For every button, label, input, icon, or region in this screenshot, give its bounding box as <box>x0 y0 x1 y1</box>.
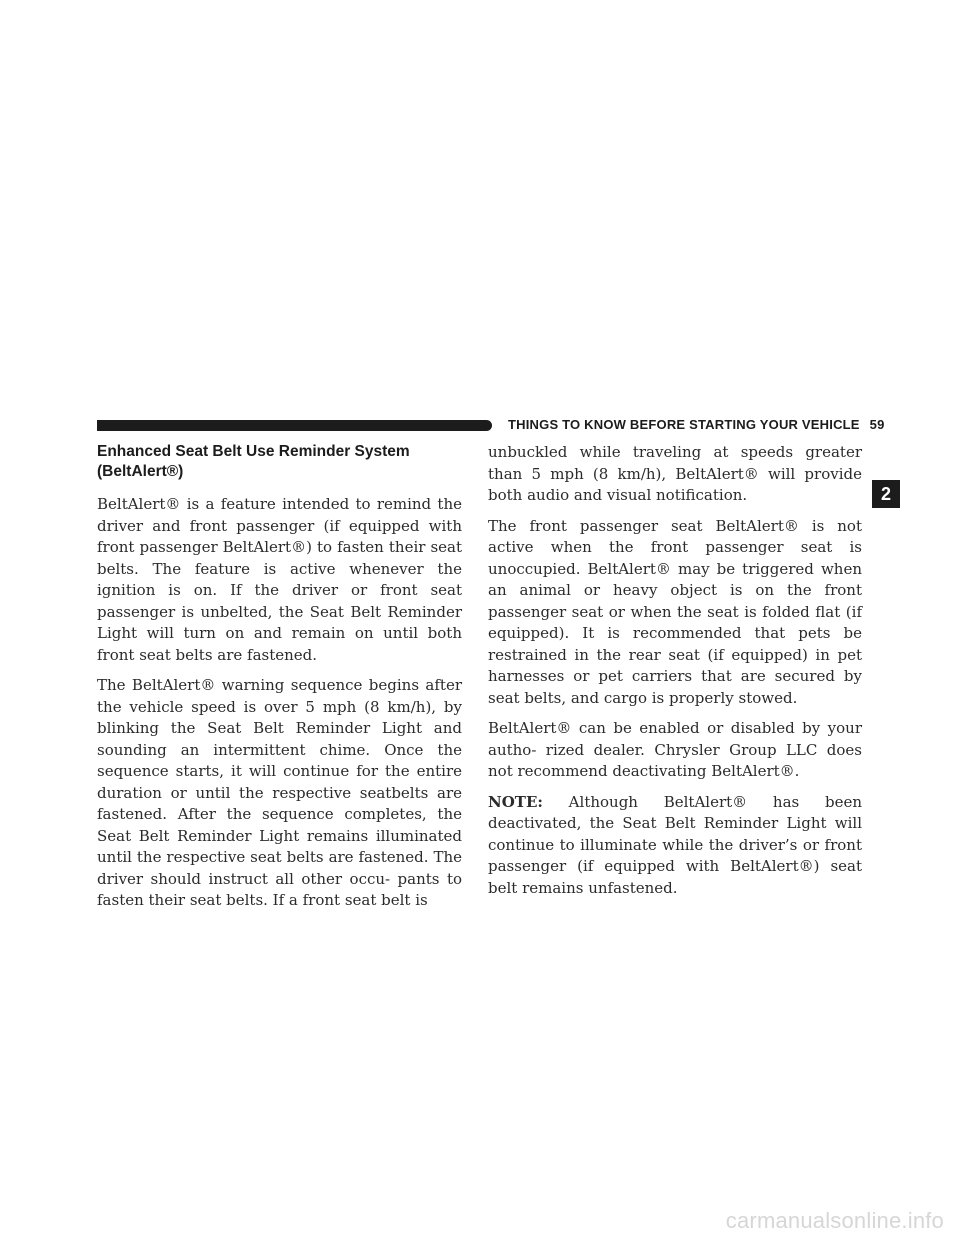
note-label: NOTE: <box>488 792 543 811</box>
note-text: Although BeltAlert® has been deactivated, the Seat Belt Reminder Light will continue to illuminate while the driver’s or front passenger (if equipped with BeltAlert®) seat belt remains unfastened. <box>488 792 862 897</box>
paragraph: BeltAlert® can be enabled or disabled by your autho- rized dealer. Chrysler Group LLC does not recommend deactivating BeltAlert®. <box>488 719 862 780</box>
section-title-line2: (BeltAlert®) <box>97 463 184 480</box>
paragraph: The BeltAlert® warning sequence begins after the vehicle speed is over 5 mph (8 km/h), by blinking the Seat Belt Reminder Light and sounding an intermittent chime. Once the sequence starts, it will continue for the entire duration or until the respective seatbelts are fastened. After the sequence completes, the Seat Belt Reminder Light remains illuminated until the respective seat belts are fastened. The driver should instruct all other occu- pants to fasten their seat belts. If a front seat belt is <box>97 676 462 909</box>
note-paragraph <box>488 792 862 900</box>
watermark: carmanualsonline.info <box>725 1208 944 1233</box>
section-title-line1: Enhanced Seat Belt Use Reminder System <box>97 443 410 460</box>
header-bar <box>97 420 492 431</box>
paragraph: unbuckled while traveling at speeds greater than 5 mph (8 km/h), BeltAlert® will provide both audio and visual notification. <box>488 443 862 504</box>
header-title: THINGS TO KNOW BEFORE STARTING YOUR VEHICLE <box>508 417 860 432</box>
left-column <box>97 438 462 921</box>
running-header <box>508 417 885 432</box>
right-column <box>488 442 862 908</box>
page-number: 59 <box>869 417 885 432</box>
section-title <box>97 442 462 482</box>
paragraph: The front passenger seat BeltAlert® is not active when the front passenger seat is unoccupied. BeltAlert® may be triggered when an animal or heavy object is on the front passenger seat or when the seat is folded flat (if equipped). It is recommended that pets be restrained in the rear seat (if equipped) in pet harnesses or pet carriers that are secured by seat belts, and cargo is properly stowed. <box>488 516 862 707</box>
paragraph: BeltAlert® is a feature intended to remind the driver and front passenger (if equipped with front passenger BeltAlert®) to fasten their seat belts. The feature is active whenever the ignition is on. If the driver or front seat passenger is unbelted, the Seat Belt Reminder Light will turn on and remain on until both front seat belts are fastened. <box>97 495 462 664</box>
chapter-tab: 2 <box>872 480 900 508</box>
